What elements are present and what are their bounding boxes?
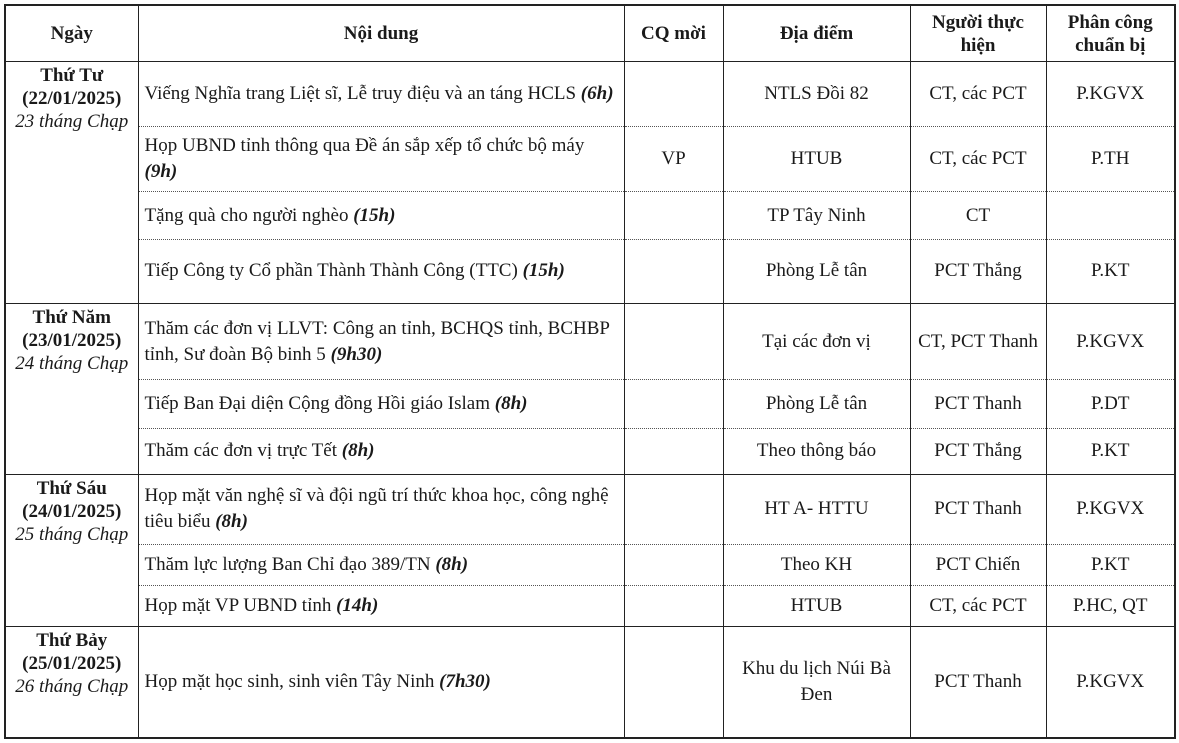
day-name: Thứ Năm [32,306,111,328]
table-row [5,192,1175,240]
day-cell [5,303,138,474]
person-cell: CT, các PCT [910,126,1046,192]
content-cell: Họp mặt học sinh, sinh viên Tây Ninh (7h30) [138,627,624,738]
prep-cell: P.KT [1046,429,1175,475]
cq-cell [624,62,723,127]
place-cell: Theo KH [723,545,910,585]
content-cell: Viếng Nghĩa trang Liệt sĩ, Lễ truy điệu và an táng HCLS (6h) [138,62,624,127]
day-name: Thứ Tư [40,65,104,86]
table-row [5,303,1175,380]
table-row [5,62,1175,127]
header-cq: CQ mời [624,5,723,62]
place-cell: Phòng Lễ tân [723,380,910,429]
person-cell: CT, các PCT [910,62,1046,127]
day-name: Thứ Sáu [36,477,107,499]
day-cell [5,474,138,627]
table-row [5,585,1175,626]
prep-cell: P.KGVX [1046,62,1175,127]
place-cell: TP Tây Ninh [723,192,910,240]
content-cell: Họp UBND tỉnh thông qua Đề án sắp xếp tổ chức bộ máy (9h) [138,126,624,192]
day-cell [5,62,138,304]
content-cell: Thăm các đơn vị LLVT: Công an tỉnh, BCHQS tỉnh, BCHBP tỉnh, Sư đoàn Bộ binh 5 (9h30) [138,303,624,380]
place-cell: HTUB [723,126,910,192]
cq-cell [624,585,723,626]
cq-cell [624,627,723,738]
prep-cell: P.DT [1046,380,1175,429]
cq-cell [624,429,723,475]
cq-cell [624,545,723,585]
table-row [5,429,1175,475]
place-cell: HT A- HTTU [723,474,910,545]
place-cell: NTLS Đồi 82 [723,62,910,127]
day-date: (25/01/2025) [22,653,122,675]
prep-cell: P.KT [1046,545,1175,585]
place-cell: Phòng Lễ tân [723,239,910,303]
day-cell [5,627,138,738]
day-date: (22/01/2025) [22,88,122,109]
person-cell: CT, các PCT [910,585,1046,626]
header-place: Địa điểm [723,5,910,62]
person-cell: PCT Thanh [910,627,1046,738]
day-name: Thứ Bảy [36,630,108,652]
day-lunar: 26 tháng Chạp [15,676,129,698]
person-cell: PCT Thanh [910,380,1046,429]
prep-cell: P.HC, QT [1046,585,1175,626]
header-prep: Phân công chuẩn bị [1046,5,1175,62]
table-row [5,380,1175,429]
place-cell: Theo thông báo [723,429,910,475]
place-cell: Khu du lịch Núi Bà Đen [723,627,910,738]
header-day: Ngày [5,5,138,62]
prep-cell: P.TH [1046,126,1175,192]
person-cell: PCT Chiến [910,545,1046,585]
person-cell: PCT Thanh [910,474,1046,545]
table-row [5,474,1175,545]
table-row [5,239,1175,303]
content-cell: Họp mặt văn nghệ sĩ và đội ngũ trí thức khoa học, công nghệ tiêu biểu (8h) [138,474,624,545]
header-content: Nội dung [138,5,624,62]
cq-cell [624,380,723,429]
table-row [5,627,1175,738]
prep-cell: P.KGVX [1046,303,1175,380]
day-lunar: 25 tháng Chạp [15,523,129,545]
cq-cell [624,192,723,240]
content-cell: Thăm lực lượng Ban Chỉ đạo 389/TN (8h) [138,545,624,585]
content-cell: Tiếp Công ty Cổ phần Thành Thành Công (TTC) (15h) [138,239,624,303]
cq-cell [624,474,723,545]
person-cell: PCT Thắng [910,239,1046,303]
person-cell: CT, PCT Thanh [910,303,1046,380]
prep-cell: P.KGVX [1046,627,1175,738]
day-date: (24/01/2025) [22,500,122,522]
day-lunar: 24 tháng Chạp [15,352,129,374]
prep-cell: P.KT [1046,239,1175,303]
content-cell: Họp mặt VP UBND tỉnh (14h) [138,585,624,626]
header-row [5,5,1175,62]
table-row [5,545,1175,585]
content-cell: Thăm các đơn vị trực Tết (8h) [138,429,624,475]
content-cell: Tặng quà cho người nghèo (15h) [138,192,624,240]
prep-cell [1046,192,1175,240]
place-cell: HTUB [723,585,910,626]
prep-cell: P.KGVX [1046,474,1175,545]
content-cell: Tiếp Ban Đại diện Cộng đồng Hồi giáo Islam (8h) [138,380,624,429]
person-cell: PCT Thắng [910,429,1046,475]
schedule-table [4,4,1176,739]
cq-cell: VP [624,126,723,192]
day-lunar: 23 tháng Chạp [15,111,129,132]
person-cell: CT [910,192,1046,240]
cq-cell [624,303,723,380]
table-row [5,126,1175,192]
place-cell: Tại các đơn vị [723,303,910,380]
day-date: (23/01/2025) [22,329,122,351]
header-person: Người thực hiện [910,5,1046,62]
cq-cell [624,239,723,303]
